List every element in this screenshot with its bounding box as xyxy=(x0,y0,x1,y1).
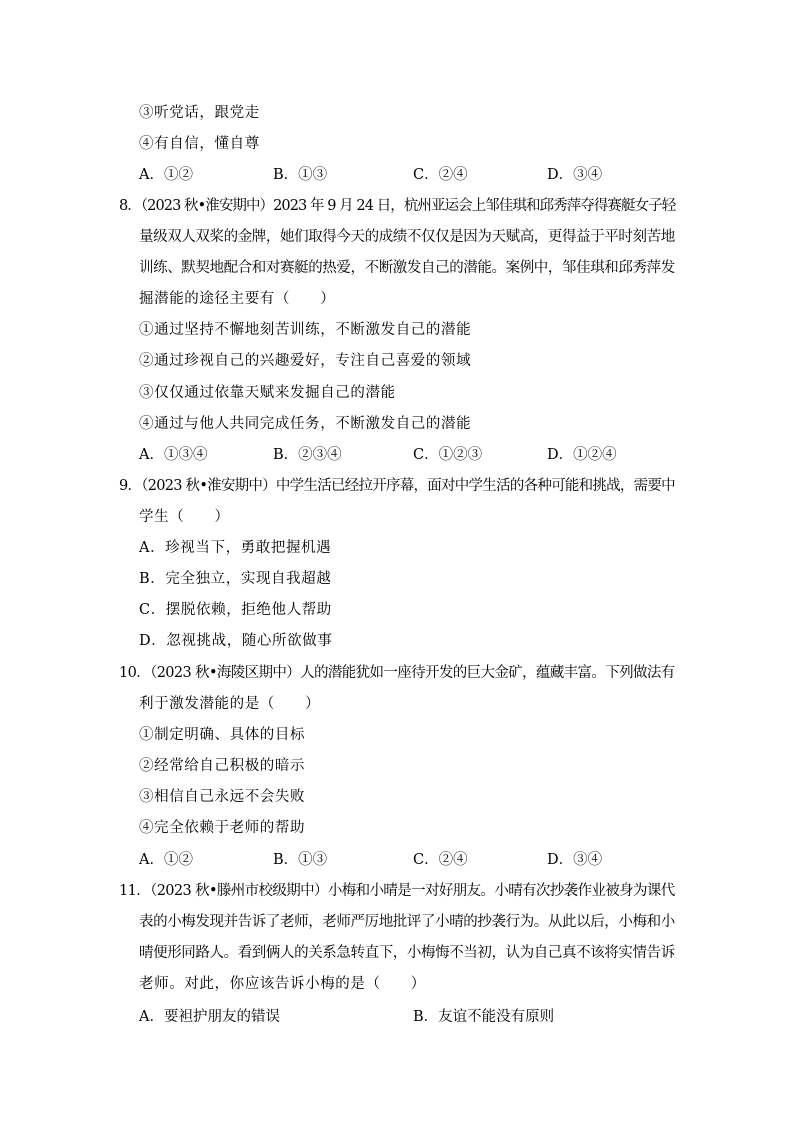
option-b: B．①③ xyxy=(273,167,328,183)
option-a: A．要袒护朋友的错误 xyxy=(139,1009,280,1025)
option-b: B．②③④ xyxy=(273,447,342,463)
question-item: ④有自信，懂自尊 xyxy=(139,136,260,152)
option-b: B．完全独立，实现自我超越 xyxy=(139,571,332,587)
question-stem-line: 掘潜能的途径主要有（ ） xyxy=(139,291,336,307)
question-item: ③听党话，跟党走 xyxy=(139,105,260,121)
option-c: C．②④ xyxy=(413,852,468,868)
option-b: B．①③ xyxy=(273,852,328,868)
option-d: D．①②④ xyxy=(547,447,617,463)
question-item: ①通过坚持不懈地刻苦训练，不断激发自己的潜能 xyxy=(139,322,472,338)
question-item: ③相信自己永远不会失败 xyxy=(139,789,306,805)
question-stem-line: 学生（ ） xyxy=(139,509,230,525)
question-item: ③仅仅通过依靠天赋来发掘自己的潜能 xyxy=(139,385,396,401)
option-d: D．③④ xyxy=(547,167,603,183)
option-a: A．①③④ xyxy=(139,447,208,463)
question-item: ④通过与他人共同完成任务，不断激发自己的潜能 xyxy=(139,416,472,432)
question-stem-line: 9．（2023 秋•淮安期中）中学生活已经拉开序幕，面对中学生活的各种可能和挑战，需要中 xyxy=(119,478,675,494)
option-a: A．①② xyxy=(139,852,193,868)
question-item: ②经常给自己积极的暗示 xyxy=(139,758,306,774)
question-stem-line: 11．（2023 秋•滕州市校级期中）小梅和小晴是一对好朋友。小晴有次抄袭作业被身为课代 xyxy=(119,883,675,899)
option-d: D．③④ xyxy=(547,852,603,868)
option-a: A．珍视当下，勇敢把握机遇 xyxy=(139,540,332,556)
option-d: D．忽视挑战，随心所欲做事 xyxy=(139,633,333,649)
question-stem-line: 训练、默契地配合和对赛艇的热爱，不断激发自己的潜能。案例中，邹佳琪和邱秀萍发 xyxy=(139,260,675,276)
question-stem-line: 老师。对此，你应该告诉小梅的是（ ） xyxy=(139,976,426,992)
question-stem-line: 表的小梅发现并告诉了老师，老师严厉地批评了小晴的抄袭行为。从此以后，小梅和小 xyxy=(139,914,675,930)
option-c: C．摆脱依赖，拒绝他人帮助 xyxy=(139,602,332,618)
question-stem-line: 量级双人双桨的金牌，她们取得今天的成绩不仅仅是因为天赋高，更得益于平时刻苦地 xyxy=(139,229,675,245)
option-c: C．②④ xyxy=(413,167,468,183)
question-stem-line: 利于激发潜能的是（ ） xyxy=(139,696,321,712)
question-stem-line: 晴便形同路人。看到俩人的关系急转直下，小梅悔不当初，认为自己真不该将实情告诉 xyxy=(139,945,675,961)
question-item: ④完全依赖于老师的帮助 xyxy=(139,820,306,836)
option-c: C．①②③ xyxy=(413,447,483,463)
question-item: ②通过珍视自己的兴趣爱好，专注自己喜爱的领域 xyxy=(139,353,472,369)
option-b: B．友谊不能没有原则 xyxy=(413,1009,555,1025)
question-stem-line: 8．（2023 秋•淮安期中）2023 年 9 月 24 日，杭州亚运会上邹佳琪和邱秀萍夺得赛艇女子轻 xyxy=(119,198,676,214)
option-a: A．①② xyxy=(139,167,193,183)
question-item: ①制定明确、具体的目标 xyxy=(139,727,306,743)
question-stem-line: 10．（2023 秋•海陵区期中）人的潜能犹如一座待开发的巨大金矿，蕴藏丰富。下列做法有 xyxy=(119,665,675,681)
